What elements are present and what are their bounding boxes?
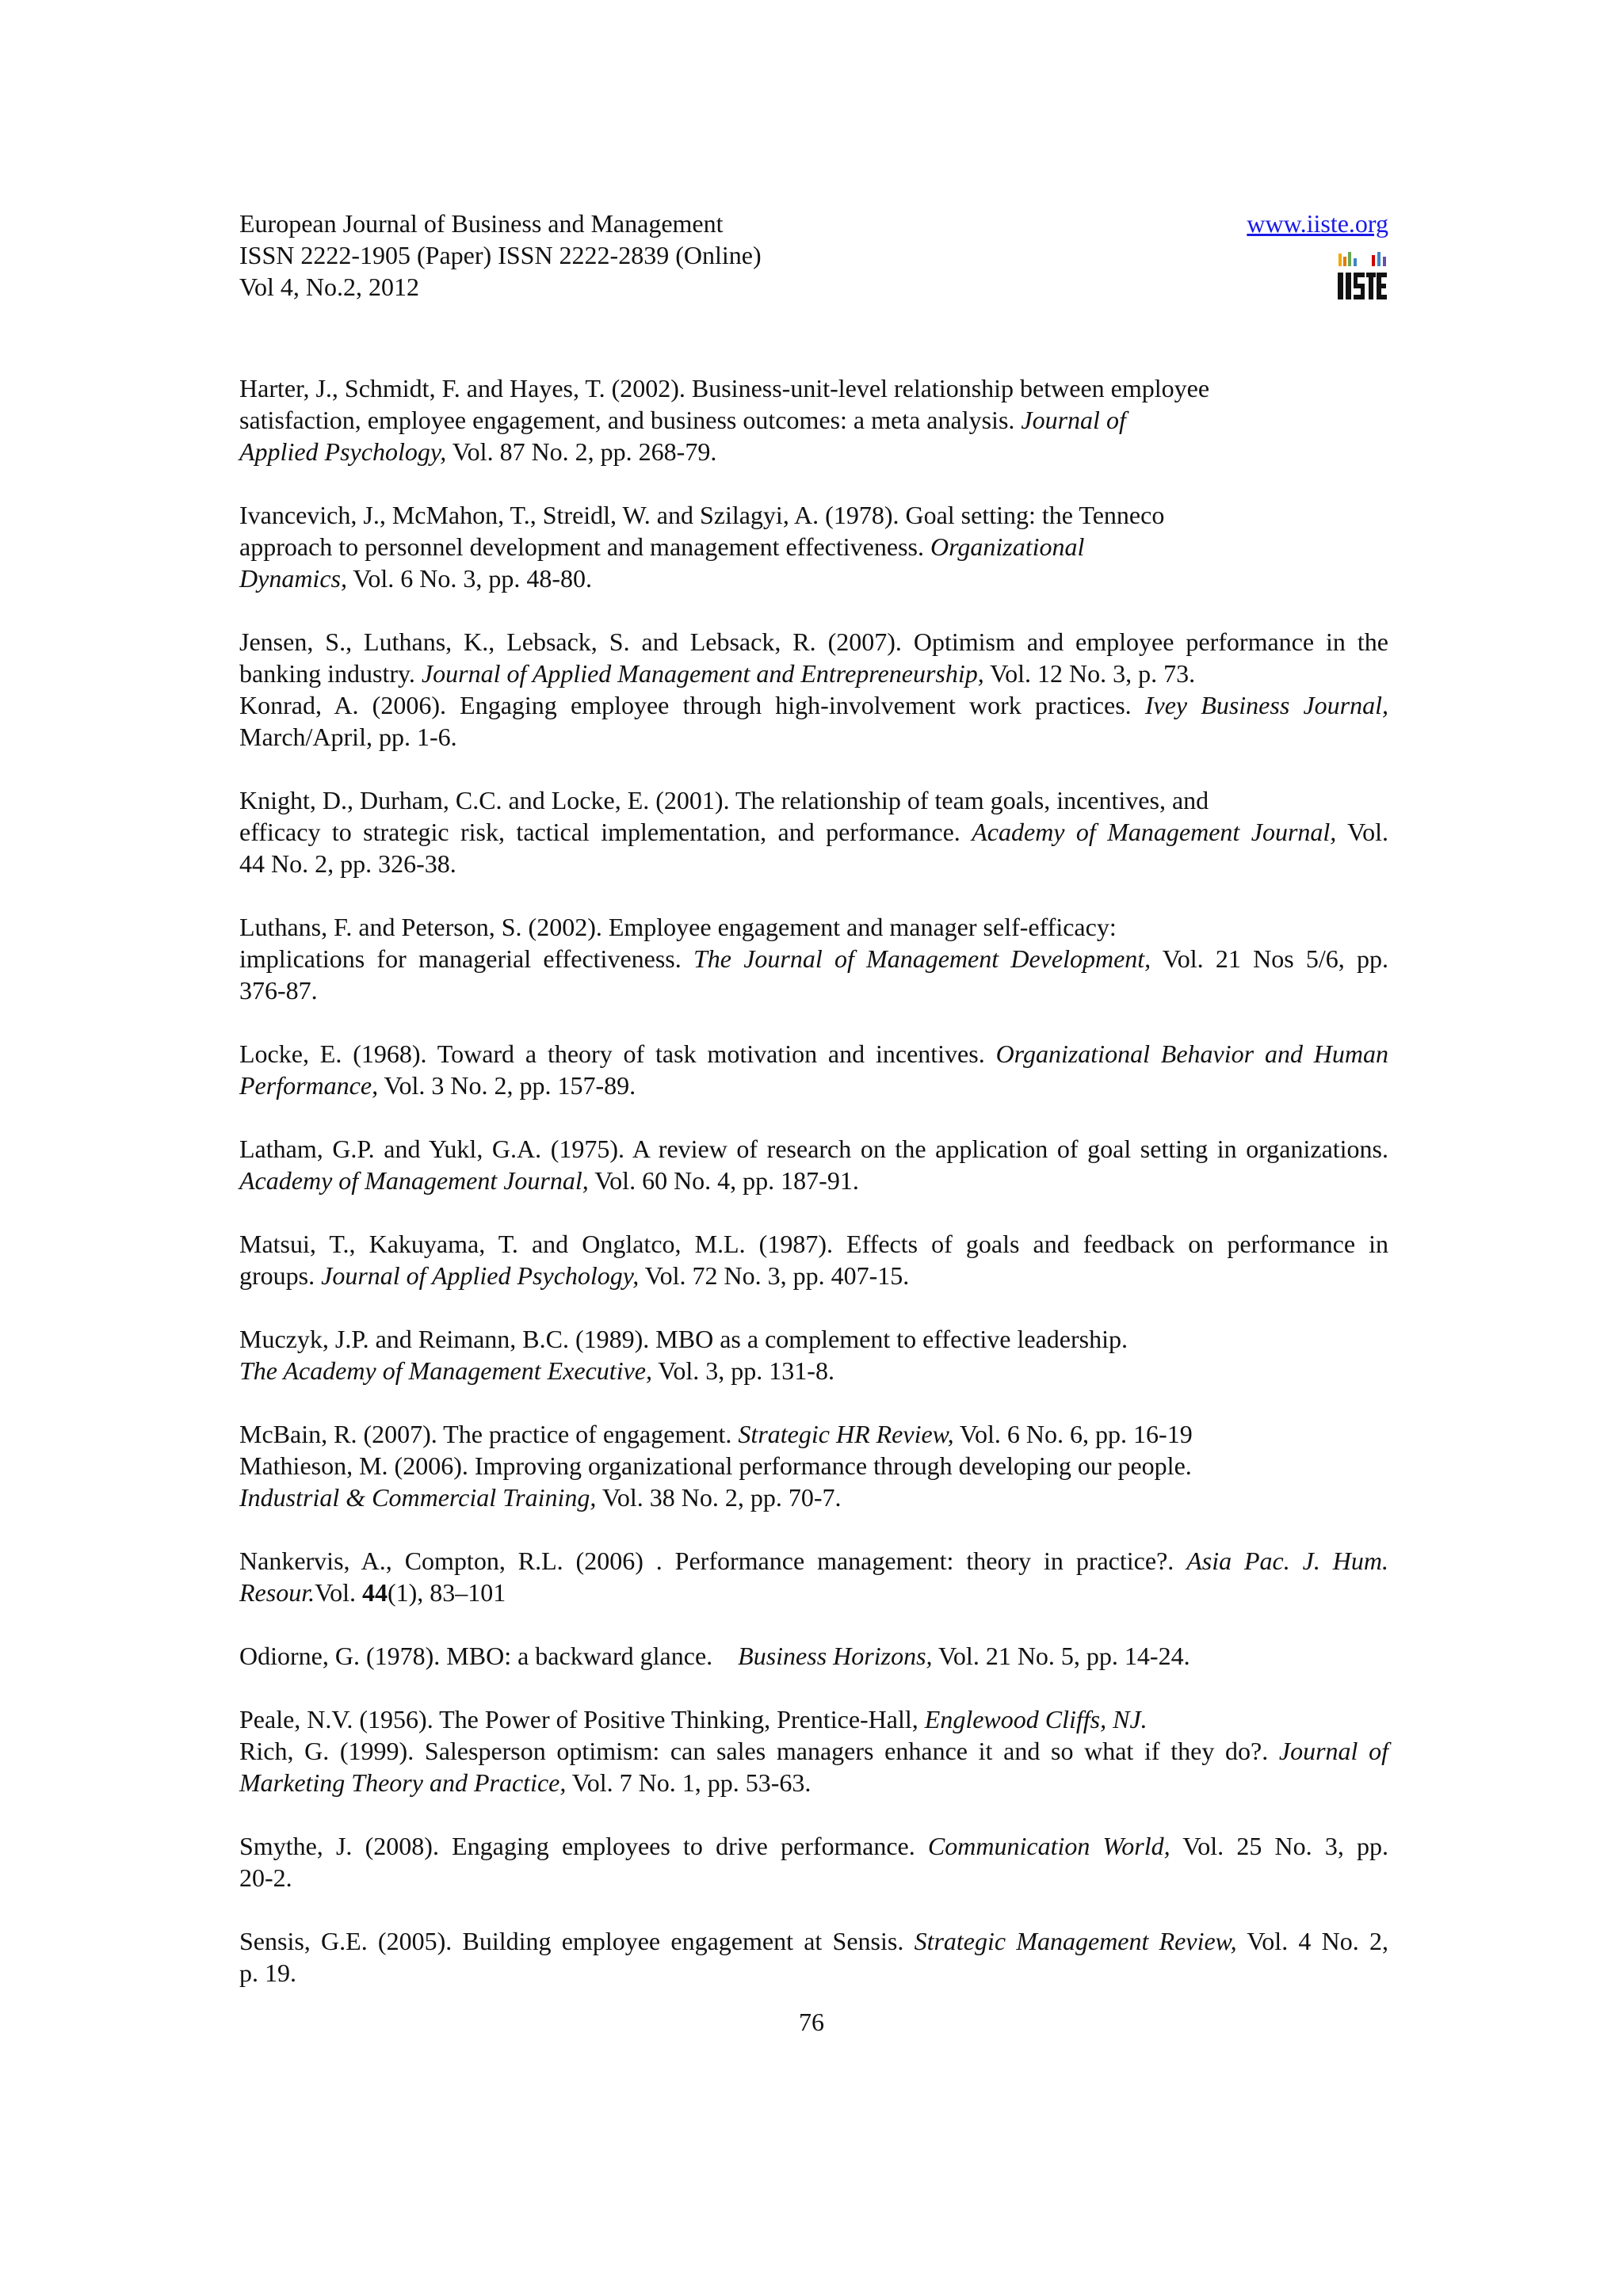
reference-italic-text: Organizational Behavior and Human xyxy=(995,1039,1389,1068)
reference-line xyxy=(239,1830,1388,1862)
reference-text: Odiorne, G. (1978). MBO: a backward glance. xyxy=(239,1642,739,1670)
reference-text: 20-2. xyxy=(239,1863,292,1892)
reference-text: Vol. 6 No. 6, pp. 16-19 xyxy=(953,1420,1193,1448)
reference-text: Vol. xyxy=(315,1578,362,1607)
reference-text: Vol. xyxy=(1336,818,1389,846)
reference-line xyxy=(239,943,1388,974)
website-link[interactable]: www.iiste.org xyxy=(1247,209,1388,238)
reference-text: Konrad, A. (2006). Engaging employee through high-involvement work practices. xyxy=(239,691,1145,719)
reference-entry xyxy=(239,372,1388,467)
reference-entry xyxy=(239,1640,1388,1672)
reference-line xyxy=(239,1450,1388,1482)
reference-text: implications for managerial effectiveness. xyxy=(239,944,693,973)
reference-line xyxy=(239,1228,1388,1260)
reference-italic-text: Academy of Management Journal, xyxy=(972,818,1337,846)
reference-italic-text: Marketing Theory and Practice, xyxy=(239,1768,567,1797)
reference-line xyxy=(239,372,1388,404)
reference-line xyxy=(239,911,1388,943)
reference-entry xyxy=(239,499,1388,594)
reference-line xyxy=(239,816,1388,848)
reference-text: Peale, N.V. (1956). The Power of Positive Thinking, Prentice-Hall, xyxy=(239,1705,925,1733)
reference-line xyxy=(239,1925,1388,1957)
reference-text: Vol. 87 No. 2, pp. 268-79. xyxy=(446,437,717,466)
reference-text: Vol. 72 No. 3, pp. 407-15. xyxy=(639,1261,910,1290)
reference-line xyxy=(239,1260,1388,1291)
reference-text: (1), 83–101 xyxy=(387,1578,506,1607)
reference-line xyxy=(239,658,1388,689)
reference-spacer xyxy=(239,1101,1388,1133)
reference-entry xyxy=(239,1830,1388,1894)
reference-text: Vol. 21 Nos 5/6, pp. xyxy=(1151,944,1388,973)
reference-line xyxy=(239,1640,1388,1672)
reference-text: Vol. 6 No. 3, pp. 48-80. xyxy=(346,564,593,593)
reference-text: March/April, pp. 1-6. xyxy=(239,723,457,751)
reference-spacer xyxy=(239,467,1388,499)
reference-line xyxy=(239,1165,1388,1196)
reference-italic-text: Englewood Cliffs, NJ. xyxy=(924,1705,1148,1733)
reference-text: Vol. 7 No. 1, pp. 53-63. xyxy=(566,1768,812,1797)
reference-text: satisfaction, employee engagement, and business outcomes: a meta analysis. xyxy=(239,406,1022,434)
reference-line xyxy=(239,1862,1388,1894)
reference-text: Rich, G. (1999). Salesperson optimism: can sales managers enhance it and so what if they do?. xyxy=(239,1737,1279,1765)
reference-spacer xyxy=(239,1006,1388,1038)
reference-text: 44 No. 2, pp. 326-38. xyxy=(239,849,456,878)
reference-text: p. 19. xyxy=(239,1958,296,1987)
reference-line xyxy=(239,1355,1388,1386)
reference-line xyxy=(239,1482,1388,1513)
reference-italic-text: Strategic HR Review, xyxy=(738,1420,954,1448)
reference-text: Luthans, F. and Peterson, S. (2002). Employee engagement and manager self-efficacy: xyxy=(239,913,1117,941)
reference-text: groups. xyxy=(239,1261,322,1290)
reference-line xyxy=(239,1323,1388,1355)
reference-italic-text: Academy of Management Journal, xyxy=(239,1166,589,1195)
reference-spacer xyxy=(239,594,1388,626)
reference-line xyxy=(239,436,1388,467)
reference-entry xyxy=(239,911,1388,1006)
reference-text: Vol. 3, pp. 131-8. xyxy=(651,1356,834,1385)
reference-line xyxy=(239,974,1388,1006)
reference-text: Vol. 12 No. 3, p. 73. xyxy=(983,659,1196,688)
reference-italic-text: Asia Pac. J. Hum. xyxy=(1186,1547,1389,1575)
reference-entry xyxy=(239,1545,1388,1608)
reference-text: Locke, E. (1968). Toward a theory of task motivation and incentives. xyxy=(239,1039,996,1068)
reference-text: banking industry. xyxy=(239,659,422,688)
reference-italic-text: Journal of xyxy=(1021,406,1126,434)
reference-line xyxy=(239,721,1388,753)
reference-text: Vol. 60 No. 4, pp. 187-91. xyxy=(588,1166,859,1195)
reference-line xyxy=(239,1577,1388,1608)
reference-entry xyxy=(239,1133,1388,1196)
reference-entry xyxy=(239,1038,1388,1101)
reference-italic-text: Journal of xyxy=(1278,1737,1389,1765)
reference-italic-text: Dynamics, xyxy=(239,564,347,593)
reference-line xyxy=(239,848,1388,879)
reference-line xyxy=(239,1038,1388,1070)
reference-text: 376-87. xyxy=(239,976,318,1005)
reference-entry xyxy=(239,784,1388,879)
reference-line xyxy=(239,689,1388,721)
reference-line xyxy=(239,531,1388,563)
issn-line: ISSN 2222-1905 (Paper) ISSN 2222-2839 (Online) xyxy=(239,241,762,269)
reference-spacer xyxy=(239,1386,1388,1418)
reference-entry xyxy=(239,1228,1388,1291)
reference-text: Nankervis, A., Compton, R.L. (2006) . Performance management: theory in practice?. xyxy=(239,1547,1187,1575)
reference-spacer xyxy=(239,753,1388,784)
page-number: 76 xyxy=(799,2008,824,2036)
reference-italic-text: Business Horizons, xyxy=(738,1642,933,1670)
reference-italic-text: Applied Psychology, xyxy=(239,437,447,466)
page-header xyxy=(239,208,1388,303)
reference-spacer xyxy=(239,1608,1388,1640)
reference-line xyxy=(239,1767,1388,1798)
reference-italic-text: The Academy of Management Executive, xyxy=(239,1356,652,1385)
reference-italic-text: Industrial & Commercial Training, xyxy=(239,1483,597,1512)
reference-line xyxy=(239,1735,1388,1767)
reference-text: Jensen, S., Luthans, K., Lebsack, S. and Lebsack, R. (2007). Optimism and employee performance in the xyxy=(239,627,1388,656)
reference-italic-text: Journal of Applied Management and Entrepreneurship, xyxy=(421,659,984,688)
reference-spacer xyxy=(239,1513,1388,1545)
reference-line xyxy=(239,499,1388,531)
reference-line xyxy=(239,1133,1388,1165)
reference-bold-text: 44 xyxy=(361,1578,388,1607)
reference-line xyxy=(239,784,1388,816)
reference-text: approach to personnel development and management effectiveness. xyxy=(239,532,930,561)
journal-title: European Journal of Business and Management xyxy=(239,209,724,238)
reference-text: Latham, G.P. and Yukl, G.A. (1975). A review of research on the application of goal setting in organizations. xyxy=(239,1135,1388,1163)
reference-text: efficacy to strategic risk, tactical implementation, and performance. xyxy=(239,818,972,846)
reference-line xyxy=(239,1545,1388,1577)
reference-text: Vol. 4 No. 2, xyxy=(1236,1927,1389,1955)
reference-line xyxy=(239,1957,1388,1989)
reference-text: Vol. 25 No. 3, pp. xyxy=(1170,1832,1389,1860)
reference-line xyxy=(239,563,1388,594)
iiste-logo-icon xyxy=(1336,249,1388,303)
reference-italic-text: Strategic Management Review, xyxy=(914,1927,1237,1955)
reference-line xyxy=(239,404,1388,436)
reference-entry xyxy=(239,1418,1388,1513)
reference-text: Sensis, G.E. (2005). Building employee engagement at Sensis. xyxy=(239,1927,915,1955)
reference-italic-text: Journal of Applied Psychology, xyxy=(321,1261,640,1290)
reference-spacer xyxy=(239,1672,1388,1703)
reference-italic-text: Organizational xyxy=(930,532,1085,561)
reference-text: Mathieson, M. (2006). Improving organizational performance through developing our people. xyxy=(239,1451,1192,1480)
reference-entry xyxy=(239,1925,1388,1989)
reference-line xyxy=(239,1070,1388,1101)
reference-text: Ivancevich, J., McMahon, T., Streidl, W. and Szilagyi, A. (1978). Goal setting: the Tenneco xyxy=(239,501,1165,529)
reference-italic-text: Performance, xyxy=(239,1071,379,1100)
reference-line xyxy=(239,1703,1388,1735)
reference-text: Vol. 21 No. 5, pp. 14-24. xyxy=(932,1642,1190,1670)
volume-line: Vol 4, No.2, 2012 xyxy=(239,273,419,301)
reference-italic-text: The Journal of Management Development, xyxy=(693,944,1151,973)
reference-spacer xyxy=(239,1196,1388,1228)
reference-entry xyxy=(239,1703,1388,1798)
reference-text: Vol. 3 No. 2, pp. 157-89. xyxy=(378,1071,636,1100)
reference-italic-text: Resour. xyxy=(239,1578,315,1607)
reference-spacer xyxy=(239,879,1388,911)
reference-text: Smythe, J. (2008). Engaging employees to drive performance. xyxy=(239,1832,928,1860)
reference-text: Vol. 38 No. 2, pp. 70-7. xyxy=(596,1483,842,1512)
reference-text: McBain, R. (2007). The practice of engagement. xyxy=(239,1420,739,1448)
reference-spacer xyxy=(239,1798,1388,1830)
reference-spacer xyxy=(239,1291,1388,1323)
reference-text: Knight, D., Durham, C.C. and Locke, E. (2001). The relationship of team goals, incentives, and xyxy=(239,786,1209,814)
reference-entry xyxy=(239,626,1388,753)
reference-spacer xyxy=(239,1894,1388,1925)
reference-list xyxy=(239,372,1388,1989)
reference-italic-text: Communication World, xyxy=(927,1832,1170,1860)
reference-text: Matsui, T., Kakuyama, T. and Onglatco, M.L. (1987). Effects of goals and feedback on performance in xyxy=(239,1230,1388,1258)
reference-line xyxy=(239,1418,1388,1450)
reference-line xyxy=(239,626,1388,658)
reference-text: Muczyk, J.P. and Reimann, B.C. (1989). MBO as a complement to effective leadership. xyxy=(239,1325,1128,1353)
reference-text: Harter, J., Schmidt, F. and Hayes, T. (2002). Business-unit-level relationship between employee xyxy=(239,374,1210,402)
reference-italic-text: Ivey Business Journal, xyxy=(1144,691,1389,719)
reference-entry xyxy=(239,1323,1388,1386)
